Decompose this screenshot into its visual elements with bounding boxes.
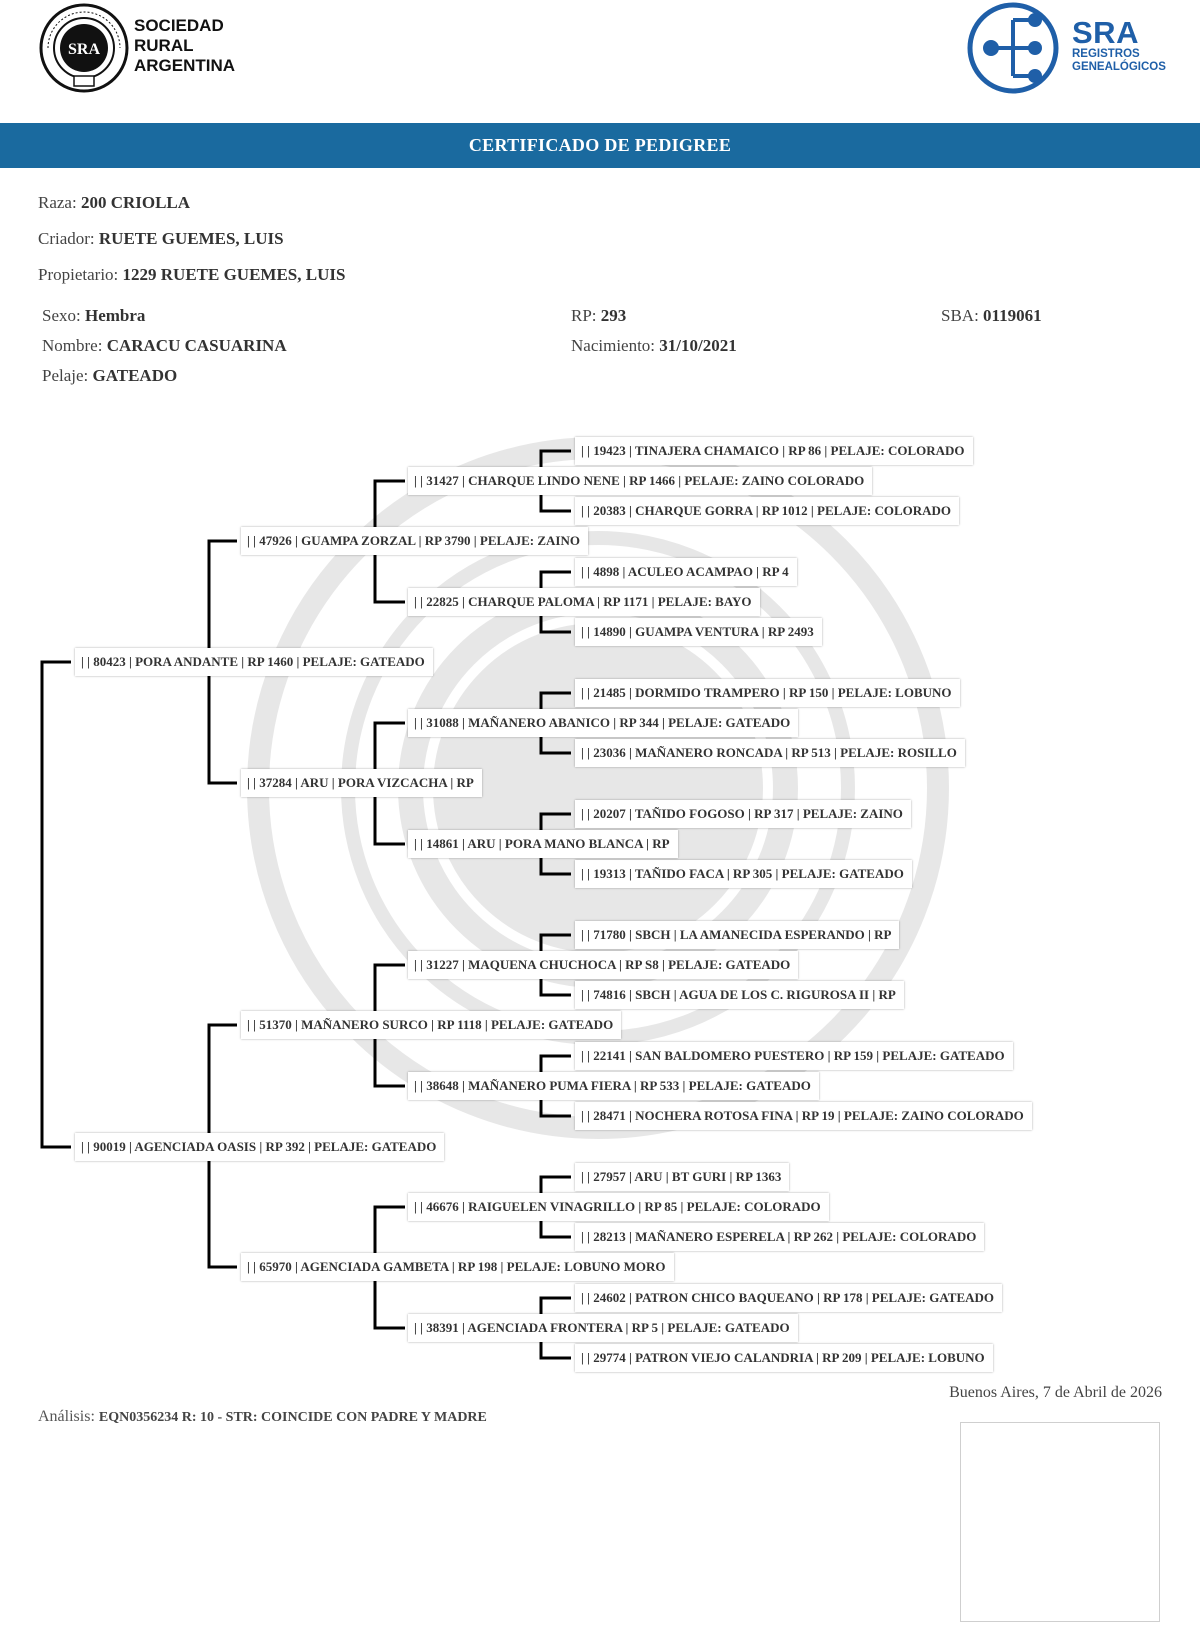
- pedigree-node-sire-dam-dam-sire: | | 20207 | TAÑIDO FOGOSO | RP 317 | PELAJE: ZAINO: [575, 800, 911, 828]
- place-date: Buenos Aires, 7 de Abril de 2026: [949, 1384, 1162, 1401]
- pedigree-node-sire-sire-sire-dam: | | 20383 | CHARQUE GORRA | RP 1012 | PELAJE: COLORADO: [575, 497, 959, 525]
- analysis-value: EQN0356234 R: 10 - STR: COINCIDE CON PADRE Y MADRE: [98, 1410, 487, 1425]
- analysis-line: [38, 1408, 487, 1426]
- registros-line-1: REGISTROS: [1072, 48, 1140, 60]
- criador-label: Criador:: [38, 229, 95, 248]
- signature-box: [960, 1422, 1160, 1622]
- pedigree-node-sire-sire: | | 47926 | GUAMPA ZORZAL | RP 3790 | PELAJE: ZAINO: [241, 527, 588, 555]
- sra-brand-text: SRA: [1072, 15, 1139, 50]
- pedigree-node-dam-sire: | | 51370 | MAÑANERO SURCO | RP 1118 | PELAJE: GATEADO: [241, 1011, 621, 1039]
- criador-value: RUETE GUEMES, LUIS: [98, 229, 284, 248]
- pedigree-node-sire-dam-dam-dam: | | 19313 | TAÑIDO FACA | RP 305 | PELAJE: GATEADO: [575, 860, 912, 888]
- pedigree-node-sire-sire-dam-dam: | | 14890 | GUAMPA VENTURA | RP 2493: [575, 618, 822, 646]
- pedigree-node-sire-dam-sire-sire: | | 21485 | DORMIDO TRAMPERO | RP 150 | PELAJE: LOBUNO: [575, 679, 960, 707]
- registros-line-2: GENEALÓGICOS: [1072, 61, 1166, 73]
- pedigree-node-dam: | | 90019 | AGENCIADA OASIS | RP 392 | PELAJE: GATEADO: [75, 1133, 444, 1161]
- rp-value: 293: [600, 306, 627, 325]
- sba-label: SBA:: [941, 306, 979, 325]
- pedigree-node-dam-sire-dam-dam: | | 28471 | NOCHERA ROTOSA FINA | RP 19 | PELAJE: ZAINO COLORADO: [575, 1102, 1032, 1130]
- nacimiento-value: 31/10/2021: [659, 336, 737, 355]
- org-name-line-1: SOCIEDAD: [134, 16, 224, 35]
- pedigree-node-sire-dam-sire-dam: | | 23036 | MAÑANERO RONCADA | RP 513 | PELAJE: ROSILLO: [575, 739, 965, 767]
- pedigree-node-dam-dam: | | 65970 | AGENCIADA GAMBETA | RP 198 | PELAJE: LOBUNO MORO: [241, 1253, 674, 1281]
- pedigree-node-sire-sire-sire-sire: | | 19423 | TINAJERA CHAMAICO | RP 86 | PELAJE: COLORADO: [575, 437, 973, 465]
- pedigree-node-dam-sire-sire-dam: | | 74816 | SBCH | AGUA DE LOS C. RIGUROSA II | RP: [575, 981, 904, 1009]
- pedigree-node-sire: | | 80423 | PORA ANDANTE | RP 1460 | PELAJE: GATEADO: [75, 648, 433, 676]
- pelaje-label: Pelaje:: [42, 366, 89, 385]
- pedigree-node-dam-dam-dam-sire: | | 24602 | PATRON CHICO BAQUEANO | RP 178 | PELAJE: GATEADO: [575, 1284, 1002, 1312]
- pedigree-node-dam-dam-dam: | | 38391 | AGENCIADA FRONTERA | RP 5 | PELAJE: GATEADO: [408, 1314, 798, 1342]
- nombre-value: CARACU CASUARINA: [106, 336, 287, 355]
- pedigree-node-dam-dam-dam-dam: | | 29774 | PATRON VIEJO CALANDRIA | RP 209 | PELAJE: LOBUNO: [575, 1344, 993, 1372]
- pedigree-node-sire-dam-dam: | | 14861 | ARU | PORA MANO BLANCA | RP: [408, 830, 678, 858]
- nacimiento-label: Nacimiento:: [571, 336, 656, 355]
- pedigree-node-dam-dam-sire: | | 46676 | RAIGUELEN VINAGRILLO | RP 85 | PELAJE: COLORADO: [408, 1193, 829, 1221]
- pedigree-node-dam-sire-dam-sire: | | 22141 | SAN BALDOMERO PUESTERO | RP 159 | PELAJE: GATEADO: [575, 1042, 1013, 1070]
- raza-label: Raza:: [38, 193, 77, 212]
- pedigree-node-sire-sire-dam: | | 22825 | CHARQUE PALOMA | RP 1171 | PELAJE: BAYO: [408, 588, 760, 616]
- sexo-label: Sexo:: [42, 306, 81, 325]
- pedigree-node-dam-dam-sire-dam: | | 28213 | MAÑANERO ESPERELA | RP 262 | PELAJE: COLORADO: [575, 1223, 984, 1251]
- org-name-line-3: ARGENTINA: [134, 56, 236, 75]
- pedigree-node-sire-dam: | | 37284 | ARU | PORA VIZCACHA | RP: [241, 769, 482, 797]
- pelaje-value: GATEADO: [92, 366, 178, 385]
- pedigree-node-sire-dam-sire: | | 31088 | MAÑANERO ABANICO | RP 344 | PELAJE: GATEADO: [408, 709, 798, 737]
- sexo-value: Hembra: [84, 306, 146, 325]
- org-name-line-2: RURAL: [134, 36, 194, 55]
- rp-label: RP:: [571, 306, 597, 325]
- svg-text:SRA: SRA: [67, 41, 101, 58]
- pedigree-node-dam-sire-dam: | | 38648 | MAÑANERO PUMA FIERA | RP 533 | PELAJE: GATEADO: [408, 1072, 819, 1100]
- raza-value: 200 CRIOLLA: [80, 193, 191, 212]
- sba-value: 0119061: [983, 306, 1042, 325]
- pedigree-node-dam-sire-sire: | | 31227 | MAQUENA CHUCHOCA | RP S8 | PELAJE: GATEADO: [408, 951, 798, 979]
- analysis-label: Análisis:: [38, 1408, 95, 1425]
- nombre-label: Nombre:: [42, 336, 103, 355]
- pedigree-node-sire-sire-sire: | | 31427 | CHARQUE LINDO NENE | RP 1466 | PELAJE: ZAINO COLORADO: [408, 467, 872, 495]
- certificate-title-banner: CERTIFICADO DE PEDIGREE: [0, 123, 1200, 168]
- pedigree-node-dam-sire-sire-sire: | | 71780 | SBCH | LA AMANECIDA ESPERANDO | RP: [575, 921, 899, 949]
- pedigree-node-dam-dam-sire-sire: | | 27957 | ARU | BT GURI | RP 1363: [575, 1163, 789, 1191]
- propietario-value: 1229 RUETE GUEMES, LUIS: [122, 265, 346, 284]
- pedigree-node-sire-sire-dam-sire: | | 4898 | ACULEO ACAMPAO | RP 4: [575, 558, 797, 586]
- propietario-label: Propietario:: [38, 265, 119, 284]
